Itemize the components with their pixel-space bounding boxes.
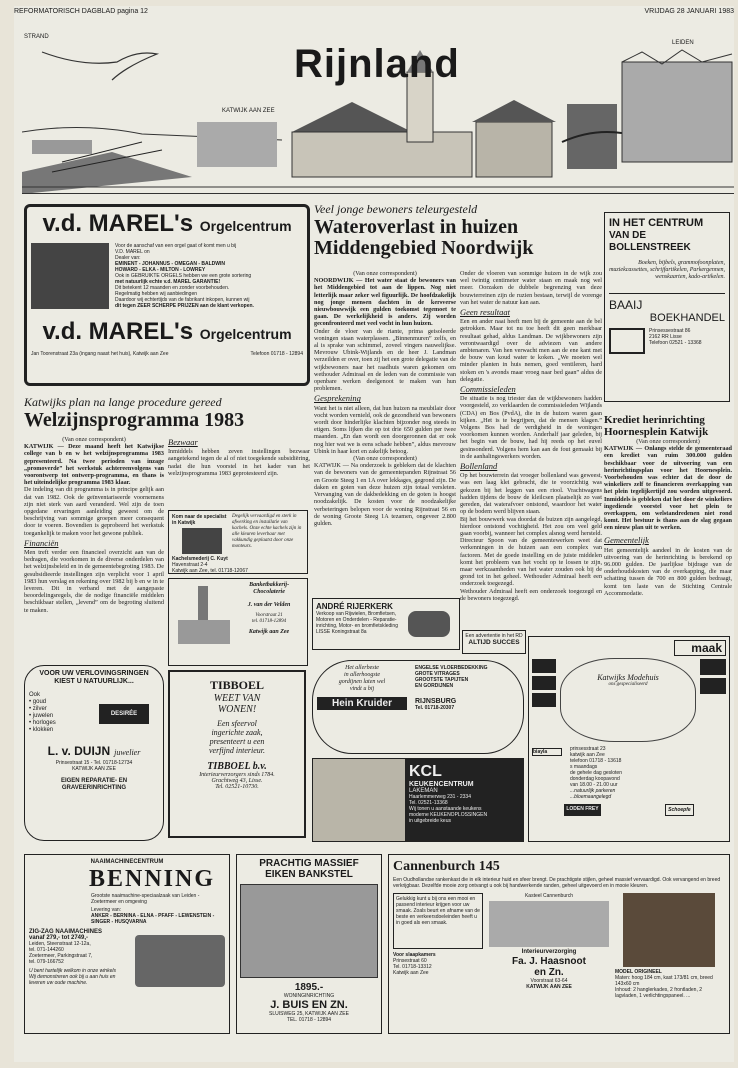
masthead-title: Rijnland — [294, 42, 460, 86]
marel-brand: v.d. MAREL's — [42, 210, 194, 237]
ad-benning-naaimachinecentrum: NAAIMACHINECENTRUM BENNING Grootste naaimachine-speciaalzaak van Leiden - Zoetermeer en omgeving Levering van: ANKER - BERNINA - ELNA - PFAFF - LEWENSTEIN - SINGER - HUSQVARNA ZIG-ZAG NAAIMACHINES vanaf 279,- tot 2749,- Leiden, Steenstraat 12-12a, tel. 071-144260 Zoetermeer, Parkingstraat 7, tel. 079-166752 U bent hartelijk welkom in onze winkels Wij demonstreren ook bij u aan huis en leveren uw oude machine. — [24, 854, 230, 1034]
running-head — [14, 8, 734, 20]
organ-photo — [31, 243, 109, 309]
ad-buis-bankstel: PRACHTIG MASSIEF EIKEN BANKSTEL 1895.- WONINGINRICHTING J. BUIS EN ZN. SLUISWEG 25, KATWIJK AAN ZEE TEL. 01718 - 12894 — [236, 854, 382, 1034]
stove-photo — [182, 528, 222, 554]
castle-sketch — [489, 901, 609, 947]
ad-cannenburch: Cannenburch 145 Een Oudhollandse rankenkast die in elk interieur huid en sfeer brengt. De prachtigste stijlen, geheel massief vervaardigd. Ook vervangend en breed verkrijgbaar. Dezelfde mooie zorg ontvangt u ook bij handwerkende randen, geheel uitgevoerd en in mooie kleuren. Gelukkig kunt u bij ons een mooi en passend interieur krijgen voor uw smaak. Zoals beurt en afname van de beste en verkeersdoeleinden heeft u in goed als een smaak. Voor slaapkamers Prinsestraat 60 Tel. 01718-13312 Katwijk aan Zee Kasteel Cannenburch Interieurverzorging Fa. J. Haasnoot en Zn. Voorstraat 63-64 KATWIJK AAN ZEE MODEL ORIGINEEL Maten: hoog 184 cm, kast 173/81 cm, breed 143x60 cm Inhoud: 2 hanglerkades, 2 frontladen, 2 lagvladen, 1 verlichtingspaneel. ... — [388, 854, 730, 1034]
hein-kruider-logo: Hein Kruider — [317, 697, 407, 710]
article-hoornesplein: Krediet herinrichting Hoornesplein Katwijk (Van onze correspondent) KATWIJK — Onlangs stelde de gemeenteraad een krediet van ruim 300.000 gulden beschikbaar voor de uitvoering van een herinrichtingsplan voor het Hoornesplein. Voorbehouden was echter dat de door de winkeliers zelf te financieren overkapping van het plein tegelijkertijd zou worden uitgevoerd. Inmiddels is gebleken dat het door de winkeliers ingediende voorstel voor het plein te overkappen, om welstandredenen niet rond komt. Het bestuur is thans aan de slag gegaan een nieuw plan uit te werken. Gemeentelijk Het gemeentelijk aandeel in de kosten van de uitvoering van de herinrichting is berekend op 96.000 gulden. De jaarlijkse bijdrage van de onderhoudskosten van de overkapping, die maar schatting tussen de 700 en 800 gulden bedraagt, komt ten laste van de Stichting Centrale Accommodatie. — [604, 414, 732, 597]
marel-phone: Telefoon 01718 - 12894 — [250, 351, 303, 357]
ad-van-duijn-juwelier: VOOR UW VERLOVINGSRINGEN KIEST U NATUURLIJK... Ook • goud • zilver • juwelen • horloges • klokken DESIRÉE L. v. DUIJN juwelier Prinsestraat 15 - Tel. 01718-12734 KATWIJK AAN ZEE EIGEN REPARATIE- EN GRAVEERINRICHTING — [24, 665, 164, 841]
sewing-machine-photo — [135, 935, 225, 987]
church-sketch — [172, 582, 234, 652]
noordwijk-headline: Wateroverlast in huizen Middengebied Noordwijk — [314, 216, 534, 259]
mode-oval: Katwijks Modehuis ons gespecialiseerd — [560, 658, 696, 742]
article-welzijn-header: Katwijks plan na lange procedure gereed Welzijnsprogramma 1983 — [24, 395, 310, 433]
ad-succes: Een advertentie in het RD ALTIJD SUCCES — [462, 630, 526, 654]
label-strand: STRAND — [24, 34, 49, 40]
running-head-left: REFORMATORISCH DAGBLAD pagina 12 — [14, 8, 148, 15]
noordwijk-lead: NOORDWIJK — Het water staat de bewoners van het Middengebied tot aan de lippen. Nog niet letterlijk maar zeker wel figuurlijk. De hoofdzakelijk nog jonge mensen dachten in de kersverse nieuwbouwwijk een gulden toekomst tegemoet te gaan. De werkelijkheid is anders. Zij worden geconfronteerd met veel vocht in hun huizen. — [314, 277, 456, 328]
camera-icon — [609, 328, 645, 354]
marel-sub-2: Orgelcentrum — [199, 326, 292, 342]
ad-kachelsmederij-kuyt: Kom naar de specialist in Katwijk Degelijk vervaardigd en sterk in afwerking en installatie van kachels. Onze echte kachels zijn in alle kleuren leverbaar met vakkundig geplaatst door onze monteurs. Kachelsmederij C. Kuyt Havenstraat 2-4 Katwijk aan Zee, tel. 01718-12067 — [168, 510, 308, 574]
sofa-photo — [240, 884, 378, 978]
marel-brand-2: v.d. MAREL's — [42, 318, 194, 345]
marel-sub: Orgelcentrum — [199, 218, 292, 234]
mode-brand: maak — [674, 640, 726, 656]
noordwijk-col-2: Onder de vloeren van sommige huizen in de wijk zou wel twintig centimeter water staan en maak nog wel meer. Oorzaken de dubbele begrenzing van deze bouwterreinen zijn de ruzien bestaan, terwijl de vorenge van het water de natuur kan aan. Geen resultaat Een en ander naai heeft men bij de gemeente aan de bel getrokken. Maar tot nu toe heeft dit geen merkbaar resultaat gehad, aldus Landman. De wijkbewoners zijn verontwaardigd over de adviezen van andere ambtenaren. Van hen verwacht men aan de ene kant met de bouw van koud water te koken. „We moeten wel minder planten in huis nemen, goed ventileren, hard stoken en 's avonds maar vroeg naar bed gaan” aldus de delegatie. Commissieleden De situatie is nog triester dan de wijkbewoners hadden voorgesteld, zo verklaarden de commissieleden Wijlands (CDA) en Bos (PvdA), die in de huizen waren gaan kijken. „Het is te begrijpen, dat de mensen klagen.” Volgens Bos had de verdigheid in de woningen voorkomen kunnen worden. Anderhalf jaar geleden, bij het begin van de bouw, had hij reeds op het euvel gesinsonderd. Volgens hem kan aan de fout gemaakt bij in de aanhalingswerkers worden. Bollenland Op het bouwterrein dat vroeger bollenland was geweest, was een laag klei gebracht, die te voorzichtig was gekozen bij het leggen van een riool. Vrachtwagens hadden tijdens de bouw de kleilcsen plaatselijk zo vast gereden, dat waterafvoer ontstond, waardoor het water op de bodem werd blijven staan. Bij het bouwwerk was doordat de buizen zijn aangelegd, hierdoor ontstond vochtigheid. Het zou om veel geld gaan voorbij, wanneer het complex alsnog werd hersteld. Directeur Spoon van de gemeentewerken weet dat verkenningen in de huizen aan een complex van factoren. Met de goede instelling en de juiste middelen komt het probleem van het vocht op te lossen te zijn, maar werkzaamheden van het water zouden ook bij de grond tot in het geheel. Wethouder Admiraal heeft een onderzoek toegezegd. Wethouder Admiraal heeft een onderzoek toegezegd en de bewoners toegezegd. — [460, 270, 602, 602]
label-katwijk: KATWIJK AAN ZEE — [222, 108, 275, 114]
kitchen-photo — [313, 759, 405, 841]
ad-katwijks-modehuis: maak Katwijks Modehuis ons gespecialiseerd biayla prinsesstraat 23 katwijk aan Zee telefoon 01718 - 13618 s maandags de gehele dag gesloten donderdag koopavond van 18.00 - 21.00 uur ...natuurlijk parkeren ...bloemaangelegd LODEN FREY Schoepfe — [528, 636, 730, 842]
ad-van-der-velden: Banketbakkerij- Chocolaterie J. van der Velden Voorstraat 21 tel. 01718-12894 Katwijk aan Zee — [168, 578, 308, 666]
running-head-right: VRIJDAG 28 JANUARI 1983 — [644, 8, 734, 15]
noordwijk-kicker: Veel jonge bewoners teleurgesteld — [314, 202, 478, 216]
welzijn-col-2: Bezwaar Inmiddels hebben zeven instellingen bezwaar aangetekend tegen de al of niet toegekende subsidiëring, nadat die hun voorstel in het kader van het welzijnsprogramma 1983 geprotesteerd zijn. — [168, 437, 310, 477]
rijnland-banner — [22, 22, 734, 194]
noordwijk-col-1: (Van onze correspondent) NOORDWIJK — Het water staat de bewoners van het Middengebied tot aan de lippen. Nog niet letterlijk maar zeker wel figuurlijk. De hoofdzakelijk nog jonge mensen dachten in de kersverse nieuwbouwwijk een gulden toekomst tegemoet te gaan. De werkelijkheid is anders. Zij worden geconfronteerd met veel vocht in hun huizen. Onder de vloer van de riante, prima geisoleerde woningen staan waterplassen. „Binnenmuren” zelfs, en al is sprake van schimmel, zoveel vingers nauwelijkse. Mevrouw Ubink-Wijlands en de heer J. Landman verzeilden er over, toen zij het een grote delegatie van de wijkbewoners naar het raadhuis waren gekomen om wethouder Admiraal en de leden van de commissie van openbare werken deelgenoot te maken van hun problemen. Gesprekening Want het is niet alleen, dat hun huizen na meubilair door vocht worden vernield, ook de gezondheid van bewoners wordt door hinderlijke klachten bijzonder nog steeds in etigen. Soms lijken die op tot drie 650 gulden per twee maanden. „En dan wordt een doorgeronnen dat er ook nog hier wat we is eens schade hebben”, aldus mevrouw Ubink in haar kort en zakelijk betoog. (Van onze correspondent) KATWIJK — Na onderzoek is gebleken dat de klachten van de bewoners van de gemeentepanden Rijnstraat 56 en Groote Steeg 1 en 1A over lekkages, gegrond zijn. De daken en goten van deze huizen zijn totaal versleten. Vervanging van de dakbedekking en de goten is hoogst noodzakelijk. De kosten voor de noodzakelijke verbeteringen belopen voor de woning Rijnstraat 56 en de woning Groote Steeg 1A tezamen, ongeveer 2.800 gulden. — [314, 270, 456, 527]
ad-keukencentrum-lakeman: KCL KEUKENCENTRUM LAKEMAN Haarlemmerweg 231 - 2334 Tel. 02521-13368 Wij tonen u aanstaande keukens moderne KEUKENOPLOSSINGEN in uitgebreide keus — [312, 758, 524, 842]
welzijn-headline: Welzijnsprogramma 1983 — [24, 409, 245, 431]
desiree-logo: DESIRÉE — [99, 704, 149, 724]
ad-marel-orgelcentrum — [24, 204, 310, 386]
article-noordwijk-header — [314, 202, 602, 272]
cabinet-photo — [623, 893, 715, 967]
ad-rijerkerk: ANDRÉ RIJERKERK Verkoop van Rijwielen, Bromfietsen, Motoren en Onderdelen - Reparatie-inrichting, Motor- en bromfietskleding LISSE Koningstraat 8a — [312, 598, 460, 650]
marel-info: Voor de aanschaf van een orgel gaat of komt men u bij V.D. MAREL on Dealer van: EMINENT - JOHANNUS - OMEGAN - BALDWIN HOWARD - ELKA - MILTON - LOWREY Ook in GEBRUIKTE ORGELS hebben we een grote sortering met natuurlijk echte v.d. MAREL GARANTIE! Dit betekent 12 maanden en zonder voorbehouden. Regelmatig hebben wij aanbiedingen Daardoor wij echtertijds van de fabrikant inkopen, kunnen wij dit tegen ZEER SCHERPE PRIJZEN aan de klant verkopen. — [115, 243, 254, 309]
ad-tibboel: TIBBOEL WEET VAN WONEN! Een sfeervol ingerichte zaak, presenteert u een verfijnd interieur. TIBBOEL b.v. Interieurverzorgers sinds 1784. Grachtweg 43, Lisse. Tel. 02521-10730. — [168, 670, 306, 838]
motorcycle-photo — [408, 611, 450, 637]
label-leiden: LEIDEN — [672, 40, 694, 46]
ad-baaij-boekhandel: IN HET CENTRUM VAN DE BOLLENSTREEK Boeken, bijbels, grammofoonplaten, muziekcassettes, schrijfartikelen, Parkergennen, wenskaarten, kado-artikelen. BAAIJ BOEKHANDEL Prinsessestraat 86 2162 RR Lisse Telefoon 02521 - 13368 — [604, 212, 730, 402]
welzijn-col-1: (Van onze correspondent) KATWIJK — Deze maand heeft het Katwijkse college van b en w het welzijnsprogramma 1983 gepresenteerd. Na twee perioden van inzage „promoverde” het werkstuk achtereenvolgens van voorontwerp tot ontwerp-programma, en thans is het uiteindelijke programma 1983 klaar. De indeling van dit programma is in principe gelijk aan dat van 1982. Ook de geïnventariseerde voornemens zijn niet sterk van aard veranderd. Wel zijn de toen opgedane ervaringen aanleiding geweest om de beschrijving van sommige groepen meer consequent door te voeren. Bovendien is geprobeerd het werkstuk toegankelijk te maken voor het gewone publiek. Financiën Men treft verder een financieel overzicht aan van de bedragen, die voorkomen in de diverse onderdelen van het welzijnsbeleid en in de gemeentebegroting 1983. De gesubsidieerde instellingen zijn verplicht voor 1 april 1983 hun verslag en rekening over 1982 bij b en w in te leveren. Dit in verband met de aangepaste beoordelingsregels, die de nodige financiële middelen beschikbaar stellen, „levend” om de begroting sluitend te maken. — [24, 436, 164, 614]
marel-address: Jan Toorenstraat 23a (ingang naast het huis), Katwijk aan Zee — [31, 351, 169, 357]
ad-hein-kruider: Het allerbeste in allerhoogste gordijnen laten wel vindt u bij Hein Kruider ENGELSE VLOERBEDEKKING GROTE VITRAGES GROOTSTE TAPIJTEN EN GORDIJNEN RIJNSBURG Tel. 01718-20307 — [312, 660, 524, 754]
